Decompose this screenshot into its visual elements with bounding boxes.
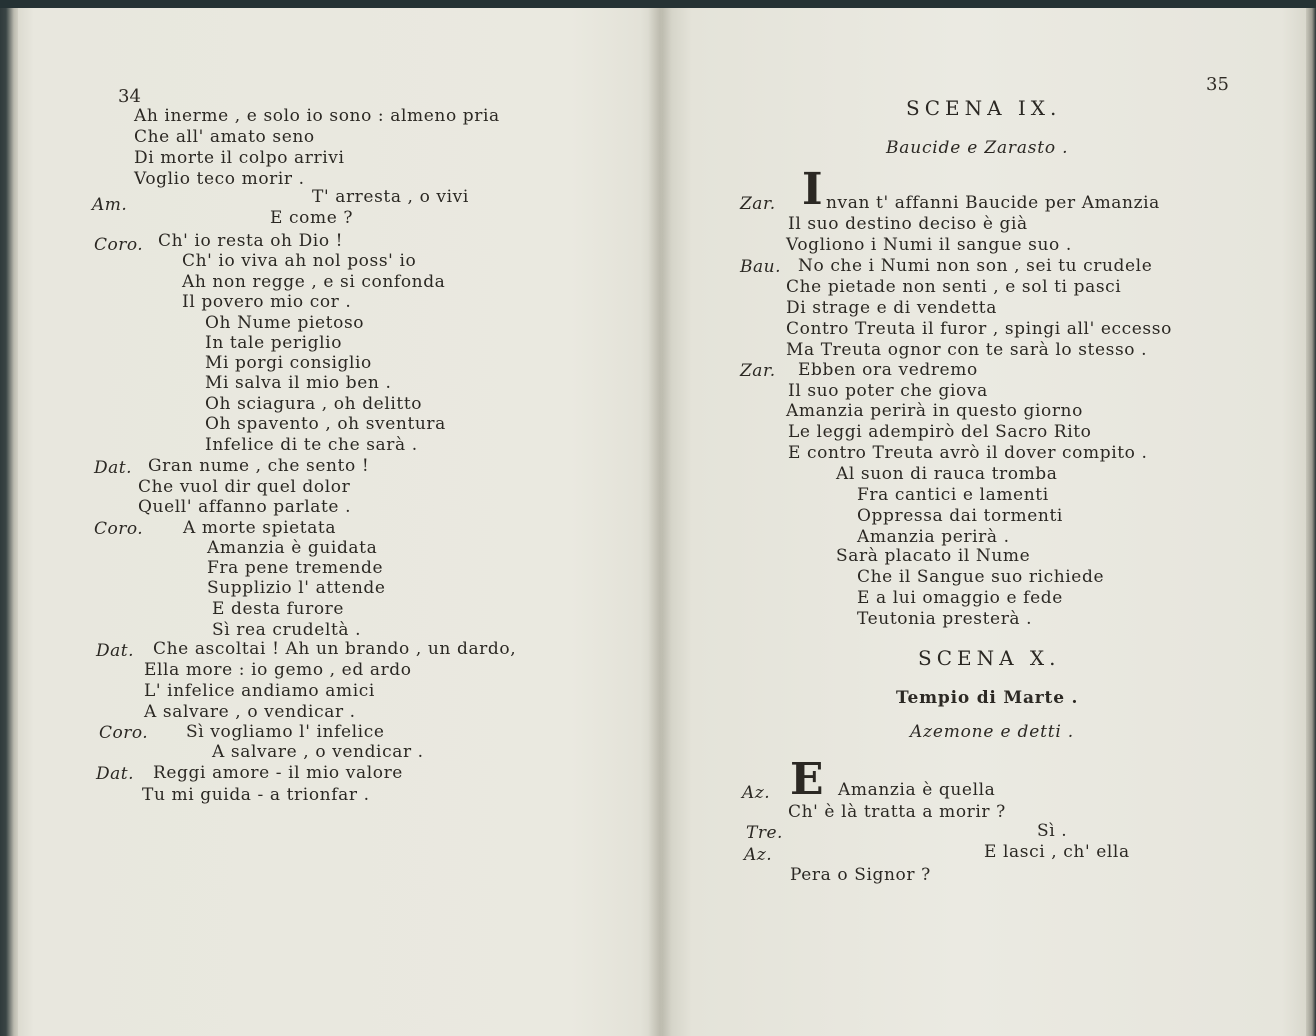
verse-line: A salvare , o vendicar . <box>212 742 424 762</box>
verse-line: Che ascoltai ! Ah un brando , un dardo, <box>153 639 517 659</box>
scene-x-characters: Azemone e detti . <box>910 722 1074 742</box>
verse-line: Vogliono i Numi il sangue suo . <box>786 235 1072 255</box>
verse-line: Sarà placato il Nume <box>836 546 1031 566</box>
verse-line: Che vuol dir quel dolor <box>138 477 351 497</box>
gutter-shadow <box>648 8 672 1036</box>
verse-line: Ah inerme , e solo io sono : almeno pria <box>134 106 500 126</box>
verse-line: Ah non regge , e si confonda <box>182 272 446 292</box>
verse-line: A morte spietata <box>183 518 337 538</box>
drop-cap-e: E <box>790 754 824 805</box>
verse-line: Teutonia presterà . <box>857 609 1033 629</box>
verse-line: Fra cantici e lamenti <box>857 485 1049 505</box>
scene-ix-heading: SCENA IX. <box>906 96 1062 120</box>
verse-line: Quell' affanno parlate . <box>138 497 352 517</box>
verse-line: nvan t' affanni Baucide per Amanzia <box>826 193 1160 213</box>
verse-line: E contro Treuta avrò il dover compito . <box>788 443 1148 463</box>
binding-edge <box>0 8 18 1036</box>
verse-line: E desta furore <box>212 599 345 619</box>
verse-line: Amanzia è quella <box>838 780 996 800</box>
verse-line: Il suo destino deciso è già <box>788 214 1028 234</box>
verse-line: Amanzia perirà . <box>857 527 1010 547</box>
verse-line: Ma Treuta ognor con te sarà lo stesso . <box>786 340 1148 360</box>
verse-line: Ch' è là tratta a morir ? <box>788 802 1006 822</box>
verse-line: A salvare , o vendicar . <box>144 702 356 722</box>
verse-line: Sì rea crudeltà . <box>212 620 362 640</box>
verse-line: Ebben ora vedremo <box>798 360 978 380</box>
verse-line: Oppressa dai tormenti <box>857 506 1063 526</box>
verse-line: Tu mi guida - a trionfar . <box>142 785 370 805</box>
verse-line: Le leggi adempirò del Sacro Rito <box>788 422 1092 442</box>
verse-line: E lasci , ch' ella <box>984 842 1130 862</box>
verse-line: Sì . <box>1037 821 1068 841</box>
page-number-right: 35 <box>1206 74 1229 95</box>
verse-line: Ch' io resta oh Dio ! <box>158 231 344 251</box>
verse-line: Amanzia perirà in questo giorno <box>786 401 1083 421</box>
top-edge <box>0 0 1316 8</box>
verse-line: Il povero mio cor . <box>182 292 352 312</box>
speaker-label: Tre. <box>746 823 783 843</box>
verse-line: Che il Sangue suo richiede <box>857 567 1105 587</box>
verse-line: Sì vogliamo l' infelice <box>186 722 385 742</box>
speaker-label: Coro. <box>94 235 144 255</box>
verse-line: Oh spavento , oh sventura <box>205 414 446 434</box>
speaker-label: Dat. <box>96 641 135 661</box>
speaker-label: Coro. <box>94 519 144 539</box>
speaker-label: Zar. <box>740 194 776 214</box>
verse-line: Contro Treuta il furor , spingi all' eccesso <box>786 319 1172 339</box>
verse-line: Supplizio l' attende <box>207 578 386 598</box>
verse-line: Pera o Signor ? <box>790 865 931 885</box>
speaker-label: Az. <box>744 845 773 865</box>
verse-line: Voglio teco morir . <box>134 169 305 189</box>
fore-edge <box>1306 8 1316 1036</box>
speaker-label: Dat. <box>94 458 133 478</box>
verse-line: In tale periglio <box>205 333 343 353</box>
verse-line: Al suon di rauca tromba <box>836 464 1058 484</box>
verse-line: Il suo poter che giova <box>788 381 988 401</box>
speaker-label: Dat. <box>96 764 135 784</box>
verse-line: Reggi amore - il mio valore <box>153 763 403 783</box>
speaker-label: Az. <box>742 783 771 803</box>
verse-line: Gran nume , che sento ! <box>148 456 370 476</box>
speaker-label: Coro. <box>99 723 149 743</box>
verse-line: E come ? <box>270 208 354 228</box>
verse-line: Oh sciagura , oh delitto <box>205 394 423 414</box>
scene-x-setting: Tempio di Marte . <box>896 688 1079 708</box>
speaker-label: Zar. <box>740 361 776 381</box>
verse-line: T' arresta , o vivi <box>312 187 469 207</box>
verse-line: Ella more : io gemo , ed ardo <box>144 660 412 680</box>
verse-line: Di strage e di vendetta <box>786 298 997 318</box>
verse-line: L' infelice andiamo amici <box>144 681 375 701</box>
verse-line: Oh Nume pietoso <box>205 313 365 333</box>
scene-x-heading: SCENA X. <box>918 646 1061 670</box>
verse-line: No che i Numi non son , sei tu crudele <box>798 256 1153 276</box>
verse-line: Ch' io viva ah nol poss' io <box>182 251 417 271</box>
verse-line: Che pietade non senti , e sol ti pasci <box>786 277 1122 297</box>
verse-line: Mi salva il mio ben . <box>205 373 392 393</box>
verse-line: Infelice di te che sarà . <box>205 435 418 455</box>
verse-line: Mi porgi consiglio <box>205 353 372 373</box>
verse-line: Amanzia è guidata <box>207 538 378 558</box>
verse-line: Che all' amato seno <box>134 127 315 147</box>
drop-cap-i: I <box>802 164 823 215</box>
verse-line: Fra pene tremende <box>207 558 384 578</box>
verse-line: Di morte il colpo arrivi <box>134 148 345 168</box>
scene-ix-characters: Baucide e Zarasto . <box>886 138 1069 158</box>
page-number-left: 34 <box>118 86 141 107</box>
speaker-label: Bau. <box>740 257 781 277</box>
speaker-label: Am. <box>92 195 128 215</box>
verse-line: E a lui omaggio e fede <box>857 588 1063 608</box>
